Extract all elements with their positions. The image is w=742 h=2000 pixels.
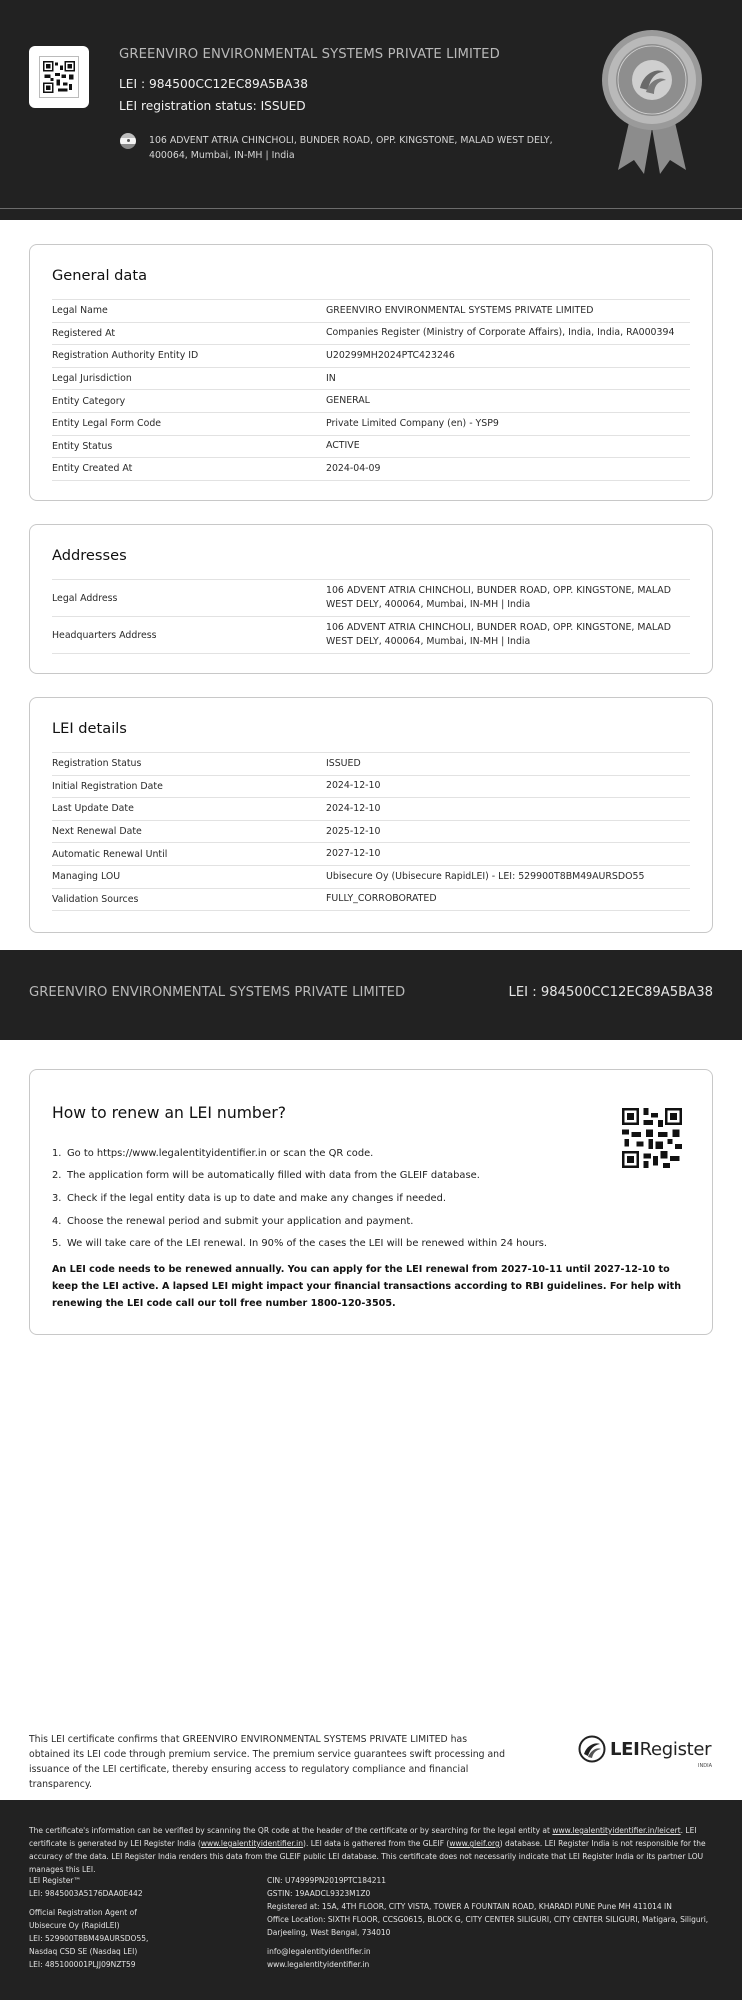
info-text: . LEI certificate is generated by LEI Register India (: [29, 1826, 697, 1848]
brand-word-register: Register: [639, 1739, 712, 1760]
table-row: [52, 436, 690, 459]
renew-lei-card: [29, 1069, 713, 1335]
footer-line: Nasdaq CSD SE (Nasdaq LEI): [29, 1947, 138, 1956]
certificate-seal-icon: [600, 28, 704, 174]
row-value: 2027-12-10: [326, 848, 381, 860]
list-item: [52, 1210, 612, 1233]
certificate-confirmation: This LEI certificate confirms that GREENVIRO ENVIRONMENTAL SYSTEMS PRIVATE LIMITED has obtained its LEI code through premium service. The premium service guarantees swift processing and issuance of the LEI certificate, thereby ensuring access to regulatory compliance and financial transparency.: [29, 1734, 505, 1790]
footer-line: GSTIN: 19AADCL9323M1Z0: [267, 1889, 371, 1898]
table-row: [52, 617, 690, 654]
page-break-band: [0, 950, 742, 1040]
table-row: [52, 889, 690, 912]
footer-line: LEI: 529900T8BM49AURSDO55,: [29, 1934, 149, 1943]
table-row: [52, 345, 690, 368]
table-row: [52, 323, 690, 346]
footer-line: Official Registration Agent of: [29, 1908, 137, 1917]
row-value: ACTIVE: [326, 440, 360, 452]
row-label: Legal Name: [52, 305, 108, 317]
row-value: GENERAL: [326, 395, 370, 407]
footer-company-info: [267, 1874, 717, 1971]
verification-info: [29, 1824, 713, 1876]
row-label: Legal Address: [52, 592, 118, 604]
brand-word-lei: LEI: [610, 1739, 640, 1760]
addresses-card: [29, 524, 713, 674]
row-label: Initial Registration Date: [52, 780, 163, 792]
row-label: Next Renewal Date: [52, 826, 142, 838]
row-value: 106 ADVENT ATRIA CHINCHOLI, BUNDER ROAD, OPP. KINGSTONE, MALAD WEST DELY, 400064, Mumbai, IN-MH | India: [326, 585, 671, 610]
step-number: 2.: [52, 1170, 62, 1182]
row-value: Private Limited Company (en) - YSP9: [326, 417, 499, 429]
lei-code: LEI : 984500CC12EC89A5BA38: [119, 77, 309, 91]
row-label: Registered At: [52, 327, 116, 339]
brand-wordmark: [610, 1739, 711, 1760]
step-text: The application form will be automatically filled with data from the GLEIF database.: [67, 1170, 480, 1182]
lei-details-title: LEI details: [52, 720, 127, 737]
row-label: Entity Status: [52, 440, 113, 452]
row-label: Registration Status: [52, 758, 142, 770]
lei-details-card: [29, 697, 713, 933]
table-row: [52, 413, 690, 436]
info-text: The certificate's information can be verified by scanning the QR code at the header of the certificate or by searching for the legal entity at: [29, 1826, 553, 1835]
certificate-footer: [0, 1800, 742, 2000]
row-value: Ubisecure Oy (Ubisecure RapidLEI) - LEI: 529900T8BM49AURSDO55: [326, 870, 645, 882]
table-row: [52, 776, 690, 799]
footer-registration-info: [29, 1874, 229, 1971]
certificate-header: [0, 0, 742, 220]
step-number: 5.: [52, 1238, 62, 1250]
info-text: ). LEI data is gathered from the GLEIF (: [303, 1839, 450, 1848]
row-label: Automatic Renewal Until: [52, 848, 168, 860]
row-value: 2024-12-10: [326, 802, 381, 814]
row-value: FULLY_CORROBORATED: [326, 893, 437, 905]
row-label: Registration Authority Entity ID: [52, 350, 199, 362]
row-value: 106 ADVENT ATRIA CHINCHOLI, BUNDER ROAD, OPP. KINGSTONE, MALAD WEST DELY, 400064, Mumbai, IN-MH | India: [326, 622, 671, 647]
row-value: GREENVIRO ENVIRONMENTAL SYSTEMS PRIVATE LIMITED: [326, 304, 594, 316]
table-row: [52, 300, 690, 323]
footer-line: LEI Register™: [29, 1876, 81, 1885]
footer-line: LEI: 485100001PLJJ09NZT59: [29, 1960, 136, 1969]
step-text: Check if the legal entity data is up to date and make any changes if needed.: [67, 1192, 446, 1204]
row-value: ISSUED: [326, 757, 361, 769]
registration-status: LEI registration status: ISSUED: [119, 99, 306, 113]
footer-website-link[interactable]: www.legalentityidentifier.in: [267, 1960, 370, 1969]
list-item: [52, 1232, 612, 1255]
row-label: Entity Created At: [52, 463, 133, 475]
general-data-table: [52, 299, 690, 481]
step-text: Go to https://www.legalentityidentifier.in or scan the QR code.: [67, 1147, 374, 1159]
list-item: [52, 1165, 612, 1188]
step-number: 4.: [52, 1215, 62, 1227]
renew-steps-list: [52, 1142, 612, 1255]
row-value: 2024-04-09: [326, 462, 381, 474]
lei-register-link[interactable]: www.legalentityidentifier.in: [200, 1839, 304, 1848]
qr-code-icon: [39, 56, 79, 98]
row-label: Headquarters Address: [52, 629, 157, 641]
step-text: Choose the renewal period and submit your application and payment.: [67, 1215, 414, 1227]
lei-register-logo[interactable]: [578, 1733, 714, 1769]
step-text: We will take care of the LEI renewal. In 90% of the cases the LEI will be renewed within 24 hours.: [67, 1238, 548, 1250]
list-item: [52, 1187, 612, 1210]
renew-title: How to renew an LEI number?: [52, 1104, 287, 1122]
row-label: Entity Legal Form Code: [52, 418, 162, 430]
general-data-title: General data: [52, 267, 148, 284]
band-company-name: GREENVIRO ENVIRONMENTAL SYSTEMS PRIVATE LIMITED: [29, 985, 406, 1000]
band-lei-code: LEI : 984500CC12EC89A5BA38: [508, 985, 713, 1000]
footer-email-link[interactable]: info@legalentityidentifier.in: [267, 1947, 371, 1956]
row-value: U20299MH2024PTC423246: [326, 349, 455, 361]
qr-code-icon[interactable]: [622, 1108, 682, 1168]
india-flag-icon: [120, 133, 136, 149]
row-value: 2024-12-10: [326, 780, 381, 792]
footer-line: Registered at: 15A, 4TH FLOOR, CITY VISTA, TOWER A FOUNTAIN ROAD, KHARADI PUNE Pune MH 411014 IN: [267, 1902, 672, 1911]
table-row: [52, 798, 690, 821]
renewal-note: An LEI code needs to be renewed annually. You can apply for the LEI renewal from 2027-10-11 until 2027-12-10 to keep the LEI active. A lapsed LEI might impact your financial transactions according to RBI guidelines. For help with renewing the LEI code call our toll free number 1800-120-3505.: [52, 1264, 682, 1309]
list-item: [52, 1142, 612, 1165]
step-number: 1.: [52, 1147, 62, 1159]
header-divider: [0, 208, 742, 209]
table-row: [52, 390, 690, 413]
row-label: Managing LOU: [52, 871, 121, 883]
header-address: 106 ADVENT ATRIA CHINCHOLI, BUNDER ROAD, OPP. KINGSTONE, MALAD WEST DELY, 400064, Mumbai, IN-MH | India: [149, 135, 553, 161]
row-value: Companies Register (Ministry of Corporate Affairs), India, India, RA000394: [326, 327, 675, 339]
lei-details-table: [52, 752, 690, 911]
addresses-title: Addresses: [52, 547, 127, 564]
row-label: Legal Jurisdiction: [52, 373, 132, 385]
table-row: [52, 458, 690, 481]
brand-country: INDIA: [698, 1763, 712, 1769]
footer-line: LEI: 9845003A5176DAA0E442: [29, 1889, 143, 1898]
row-label: Last Update Date: [52, 803, 134, 815]
row-value: 2025-12-10: [326, 825, 381, 837]
table-row: [52, 821, 690, 844]
row-label: Entity Category: [52, 395, 126, 407]
header-qr-card[interactable]: [29, 46, 89, 108]
table-row: [52, 580, 690, 617]
row-label: Validation Sources: [52, 893, 139, 905]
addresses-table: [52, 579, 690, 654]
table-row: [52, 843, 690, 866]
table-row: [52, 368, 690, 391]
gleif-link[interactable]: www.gleif.org: [449, 1839, 500, 1848]
table-row: [52, 753, 690, 776]
footer-line: Office Location: SIXTH FLOOR, CCSG0615, BLOCK G, CITY CENTER SILIGURI, CITY CENTER SILIGURI, Matigara, Siliguri, Darjeeling, West Bengal, 734010: [267, 1915, 709, 1937]
general-data-card: [29, 244, 713, 501]
leicert-link[interactable]: www.legalentityidentifier.in/leicert: [552, 1826, 681, 1835]
company-name: GREENVIRO ENVIRONMENTAL SYSTEMS PRIVATE LIMITED: [119, 47, 500, 62]
info-text: ) database. LEI Register India is not responsible for the accuracy of the data. LEI Register India renders this data from the GLEIF public LEI database. This certificate does not necessarily indicate that LEI Register India or its partner LOU manages this LEI.: [29, 1839, 706, 1874]
row-value: IN: [326, 372, 336, 384]
footer-line: CIN: U74999PN2019PTC184211: [267, 1876, 387, 1885]
step-number: 3.: [52, 1192, 62, 1204]
lei-register-logo-icon: [578, 1735, 606, 1763]
footer-line: Ubisecure Oy (RapidLEI): [29, 1921, 120, 1930]
table-row: [52, 866, 690, 889]
